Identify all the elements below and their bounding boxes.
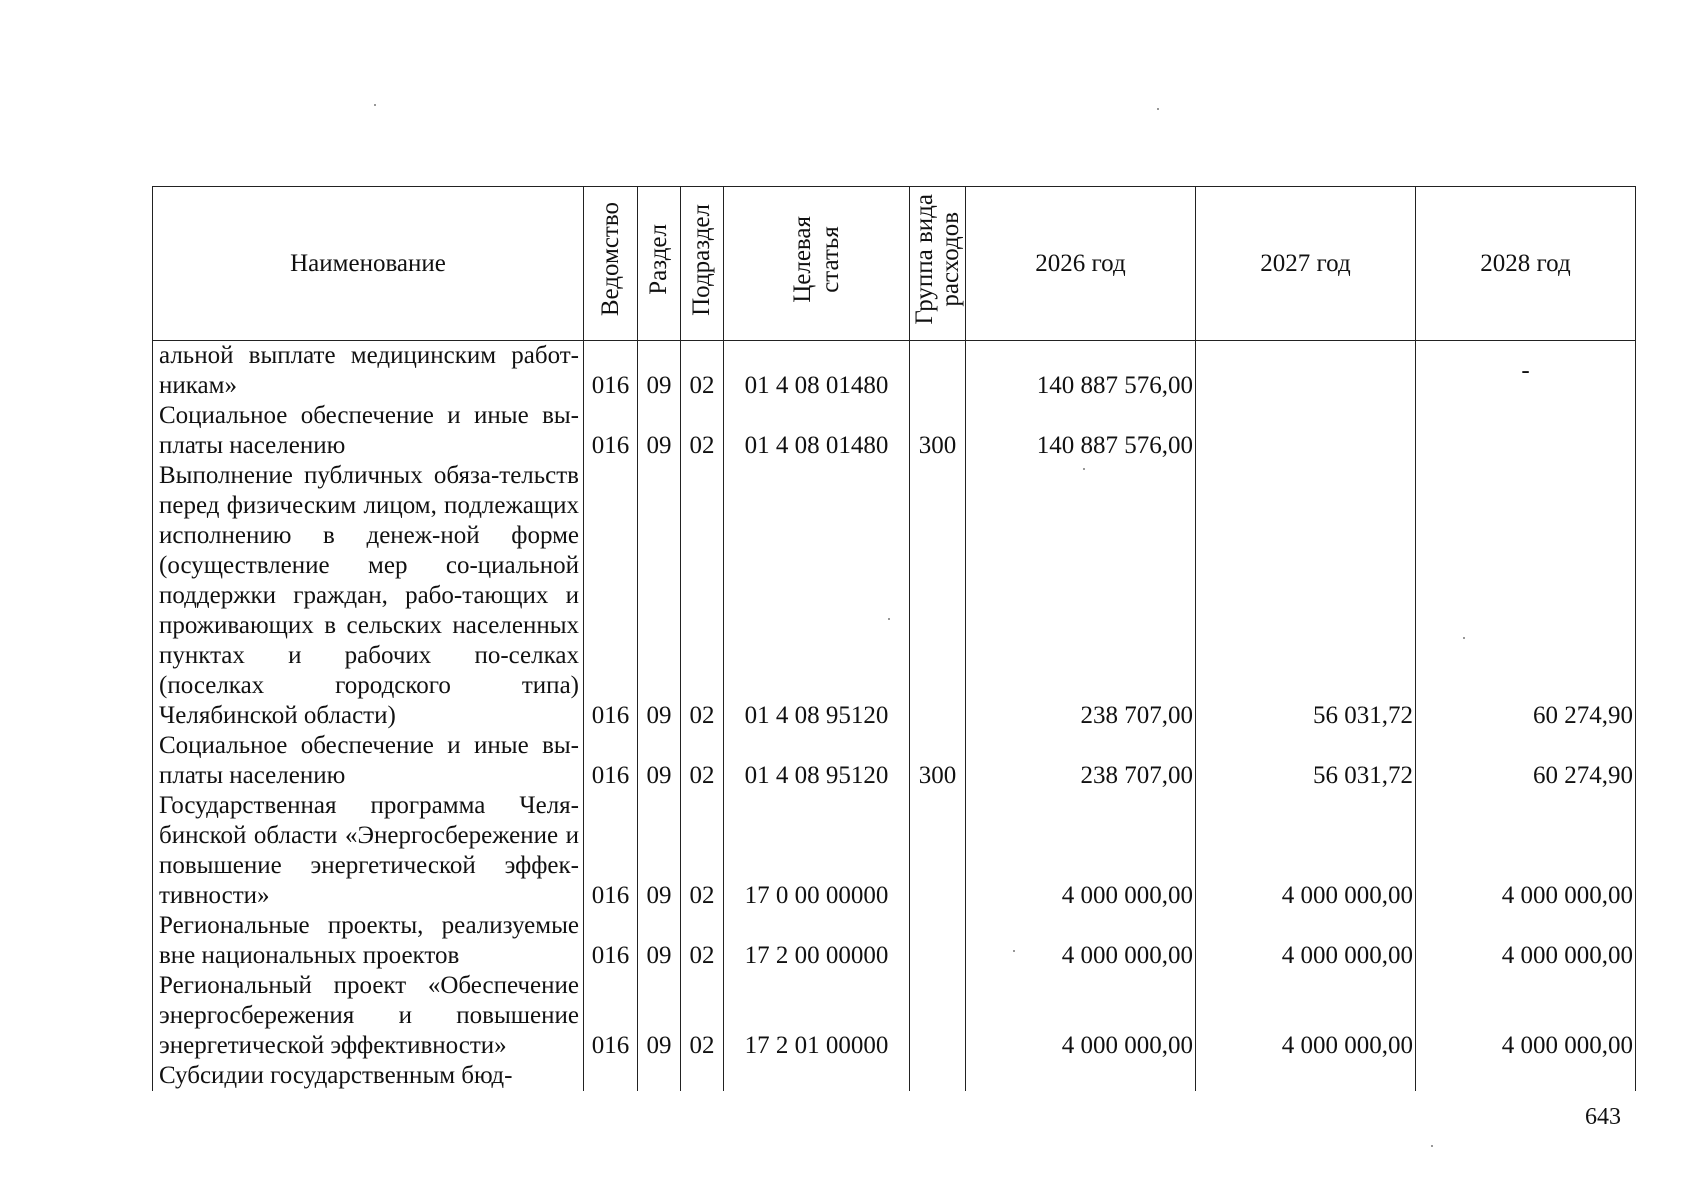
header-2026: 2026 год — [966, 187, 1196, 341]
cell-2026: 140 887 576,00 — [966, 341, 1196, 402]
cell-group — [910, 341, 966, 402]
cell-section: 09 — [638, 731, 681, 791]
cell-group — [910, 791, 966, 911]
cell-section: 09 — [638, 341, 681, 402]
cell-name: альной выплате медицинским работ-никам» — [153, 341, 584, 402]
cell-subsection: 02 — [681, 971, 724, 1061]
cell-subsection: 02 — [681, 911, 724, 971]
cell-name: Региональные проекты, реализуемые вне национальных проектов — [153, 911, 584, 971]
scan-speck — [1431, 1145, 1433, 1147]
cell-2028: 60 274,90 — [1416, 461, 1636, 731]
cell-section: 09 — [638, 401, 681, 461]
cell-group — [910, 911, 966, 971]
cell-2028: 4 000 000,00 — [1416, 971, 1636, 1061]
cell-2026: 4 000 000,00 — [966, 791, 1196, 911]
cell-section: 09 — [638, 791, 681, 911]
cell-subsection — [681, 1061, 724, 1091]
cell-name: Социальное обеспечение и иные вы-платы населению — [153, 401, 584, 461]
header-group-line2: расходов — [936, 212, 964, 307]
cell-2026: 140 887 576,00 — [966, 401, 1196, 461]
header-group — [910, 187, 966, 341]
cell-2027: 4 000 000,00 — [1196, 911, 1416, 971]
header-target-line2: статья — [816, 226, 844, 293]
cell-subsection: 02 — [681, 341, 724, 402]
cell-section: 09 — [638, 971, 681, 1061]
cell-2027: 4 000 000,00 — [1196, 791, 1416, 911]
cell-2027: 4 000 000,00 — [1196, 971, 1416, 1061]
cell-dept: 016 — [584, 911, 638, 971]
cell-dept — [584, 1061, 638, 1091]
cell-group: 300 — [910, 731, 966, 791]
header-2027: 2027 год — [1196, 187, 1416, 341]
header-2028: 2028 год — [1416, 187, 1636, 341]
cell-subsection: 02 — [681, 461, 724, 731]
cell-dept: 016 — [584, 461, 638, 731]
cell-target: 01 4 08 95120 — [724, 461, 910, 731]
scan-speck — [1013, 950, 1015, 952]
cell-subsection: 02 — [681, 731, 724, 791]
cell-2028 — [1416, 1061, 1636, 1091]
cell-name: Социальное обеспечение и иные вы-платы населению — [153, 731, 584, 791]
cell-target: 01 4 08 95120 — [724, 731, 910, 791]
cell-target: 17 2 01 00000 — [724, 971, 910, 1061]
header-subsection: Подраздел — [681, 187, 724, 341]
cell-section: 09 — [638, 911, 681, 971]
cell-2026: 4 000 000,00 — [966, 971, 1196, 1061]
header-dept: Ведомство — [584, 187, 638, 341]
scan-speck — [1157, 108, 1159, 110]
cell-subsection: 02 — [681, 791, 724, 911]
table-row — [153, 971, 1636, 1061]
cell-target — [724, 1061, 910, 1091]
cell-target: 17 2 00 00000 — [724, 911, 910, 971]
cell-2027 — [1196, 401, 1416, 461]
cell-dept: 016 — [584, 401, 638, 461]
cell-2026: 238 707,00 — [966, 731, 1196, 791]
header-section: Раздел — [638, 187, 681, 341]
table-row — [153, 791, 1636, 911]
table-row — [153, 911, 1636, 971]
cell-group — [910, 971, 966, 1061]
page-number: 643 — [1585, 1104, 1621, 1130]
header-group-line1: Группа вида — [910, 194, 938, 325]
cell-2027 — [1196, 341, 1416, 402]
cell-dept: 016 — [584, 971, 638, 1061]
cell-group: 300 — [910, 401, 966, 461]
cell-dept: 016 — [584, 791, 638, 911]
table-row — [153, 731, 1636, 791]
cell-2028: 4 000 000,00 — [1416, 791, 1636, 911]
table-row — [153, 401, 1636, 461]
scan-speck — [374, 104, 376, 106]
cell-2026: 4 000 000,00 — [966, 911, 1196, 971]
cell-subsection: 02 — [681, 401, 724, 461]
cell-2027: 56 031,72 — [1196, 461, 1416, 731]
cell-dept: 016 — [584, 731, 638, 791]
header-target-line1: Целевая — [788, 216, 816, 303]
scan-speck — [888, 618, 890, 620]
header-name: Наименование — [153, 187, 584, 341]
table-header-row — [153, 187, 1636, 341]
scan-speck — [1463, 637, 1465, 639]
cell-2028: - — [1416, 341, 1636, 402]
budget-table — [152, 186, 1636, 1091]
cell-group — [910, 1061, 966, 1091]
cell-section — [638, 1061, 681, 1091]
scan-speck — [1083, 468, 1085, 470]
cell-2028: 4 000 000,00 — [1416, 911, 1636, 971]
cell-target: 01 4 08 01480 — [724, 341, 910, 402]
table-row — [153, 341, 1636, 402]
cell-name: Выполнение публичных обяза-тельств перед физическим лицом, подлежащих исполнению в денеж-ной форме (осуществление мер со-циальной поддержки граждан, рабо-тающих и проживающих в сельских населенных пунктах и рабочих по-селках (поселках городского типа) Челябинской области) — [153, 461, 584, 731]
cell-2026 — [966, 1061, 1196, 1091]
table-row — [153, 1061, 1636, 1091]
cell-group — [910, 461, 966, 731]
cell-2028: 60 274,90 — [1416, 731, 1636, 791]
cell-name: Региональный проект «Обеспечение энергосбережения и повышение энергетической эффективности» — [153, 971, 584, 1061]
cell-name: Государственная программа Челя-бинской области «Энергосбережение и повышение энергетической эффек-тивности» — [153, 791, 584, 911]
cell-target: 17 0 00 00000 — [724, 791, 910, 911]
cell-dept: 016 — [584, 341, 638, 402]
cell-section: 09 — [638, 461, 681, 731]
cell-name: Субсидии государственным бюд- — [153, 1061, 584, 1091]
cell-2028 — [1416, 401, 1636, 461]
header-target — [724, 187, 910, 341]
cell-target: 01 4 08 01480 — [724, 401, 910, 461]
cell-2026: 238 707,00 — [966, 461, 1196, 731]
table-row — [153, 461, 1636, 731]
cell-2027: 56 031,72 — [1196, 731, 1416, 791]
cell-2027 — [1196, 1061, 1416, 1091]
